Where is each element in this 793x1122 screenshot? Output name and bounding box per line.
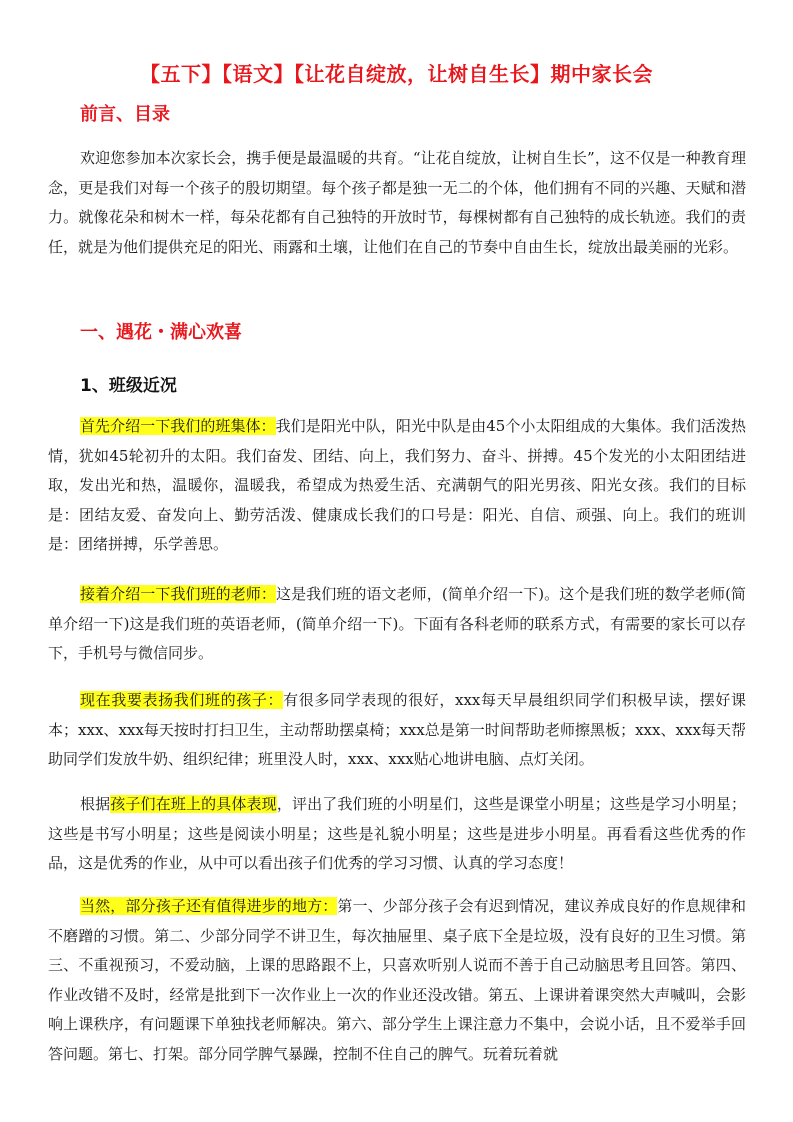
section-heading-preface: 前言、目录 — [80, 104, 170, 125]
paragraph-class-intro — [48, 412, 746, 560]
paragraph-teachers — [48, 580, 746, 669]
paragraph-stars-lead: 根据 — [80, 795, 111, 813]
highlight-class-intro: 首先介绍一下我们的班集体： — [80, 417, 276, 435]
paragraph-stars-text: ，评出了我们班的小明星们，这些是课堂小明星；这些是学习小明星；这些是书写小明星；这些是阅读小明星；这些是礼貌小明星；这些是进步小明星。再看看这些优秀的作品，这是优秀的作业，从中可以看出孩子们优秀的学习习惯、认真的学习态度！ — [48, 795, 746, 872]
paragraph-praise-text: 有很多同学表现的很好，xxx每天早晨组织同学们积极早读，摆好课本；xxx、xxx每天按时打扫卫生，主动帮助摆桌椅；xxx总是第一时间帮助老师擦黑板；xxx、xxx每天帮助同学们发放牛奶、组织纪律；班里没人时，xxx、xxx贴心地讲电脑、点灯关闭。 — [48, 691, 746, 768]
paragraph-improvements — [48, 892, 746, 1069]
intro-paragraph: 欢迎您参加本次家长会，携手便是最温暖的共育。“让花自绽放，让树自生长”，这不仅是一种教育理念，更是我们对每一个孩子的殷切期望。每个孩子都是独一无二的个体，他们拥有不同的兴趣、天赋和潜力。就像花朵和树木一样，每朵花都有自己独特的开放时节，每棵树都有自己独特的成长轨迹。我们的责任，就是为他们提供充足的阳光、雨露和土壤，让他们在自己的节奏中自由生长，绽放出最美丽的光彩。 — [48, 149, 746, 256]
document-title: 【五下】【语文】【让花自绽放，让树自生长】期中家长会 — [140, 62, 653, 86]
paragraph-class-intro-text: 我们是阳光中队，阳光中队是由45个小太阳组成的大集体。我们活泼热情，犹如45轮初升的太阳。我们奋发、团结、向上，我们努力、奋斗、拼搏。45个发光的小太阳团结进取，发出光和热，温暖你，温暖我，希望成为热爱生活、充满朝气的阳光男孩、阳光女孩。我们的目标是：团结友爱、奋发向上、勤劳活泼、健康成长我们的口号是：阳光、自信、顽强、向上。我们的班训是：团绪拼搏，乐学善思。 — [48, 417, 746, 553]
paragraph-praise — [48, 686, 746, 775]
highlight-stars: 孩子们在班上的具体表现 — [110, 795, 277, 813]
highlight-teachers: 接着介绍一下我们班的老师： — [80, 585, 276, 603]
highlight-improvements: 当然，部分孩子还有值得进步的地方： — [80, 897, 338, 915]
highlight-praise: 现在我要表扬我们班的孩子： — [80, 691, 284, 709]
paragraph-teachers-text: 这是我们班的语文老师，(简单介绍一下)。这个是我们班的数学老师(简单介绍一下)这是我们班的英语老师，(简单介绍一下)。下面有各科老师的联系方式，有需要的家长可以存下，手机号与微信同步。 — [48, 585, 746, 662]
paragraph-stars — [48, 790, 746, 879]
section-heading-one: 一、遇花・满心欢喜 — [80, 322, 242, 343]
subsection-heading-class-status: 1、班级近况 — [80, 376, 177, 396]
paragraph-improvements-text: 第一、少部分孩子会有迟到情况，建议养成良好的作息规律和不磨蹭的习惯。第二、少部分同学不讲卫生，每次抽屉里、桌子底下全是垃圾，没有良好的卫生习惯。第三、不重视预习，不爱动脑，上课的思路跟不上，只喜欢听别人说而不善于自己动脑思考且回答。第四、作业改错不及时，经常是批到下一次作业上一次的作业还没改错。第五、上课讲着课突然大声喊叫，会影响上课秩序，有问题课下单独找老师解决。第六、部分学生上课注意力不集中，会说小话，且不爱举手回答问题。第七、打架。部分同学脾气暴躁，控制不住自己的脾气。玩着玩着就 — [48, 897, 746, 1063]
